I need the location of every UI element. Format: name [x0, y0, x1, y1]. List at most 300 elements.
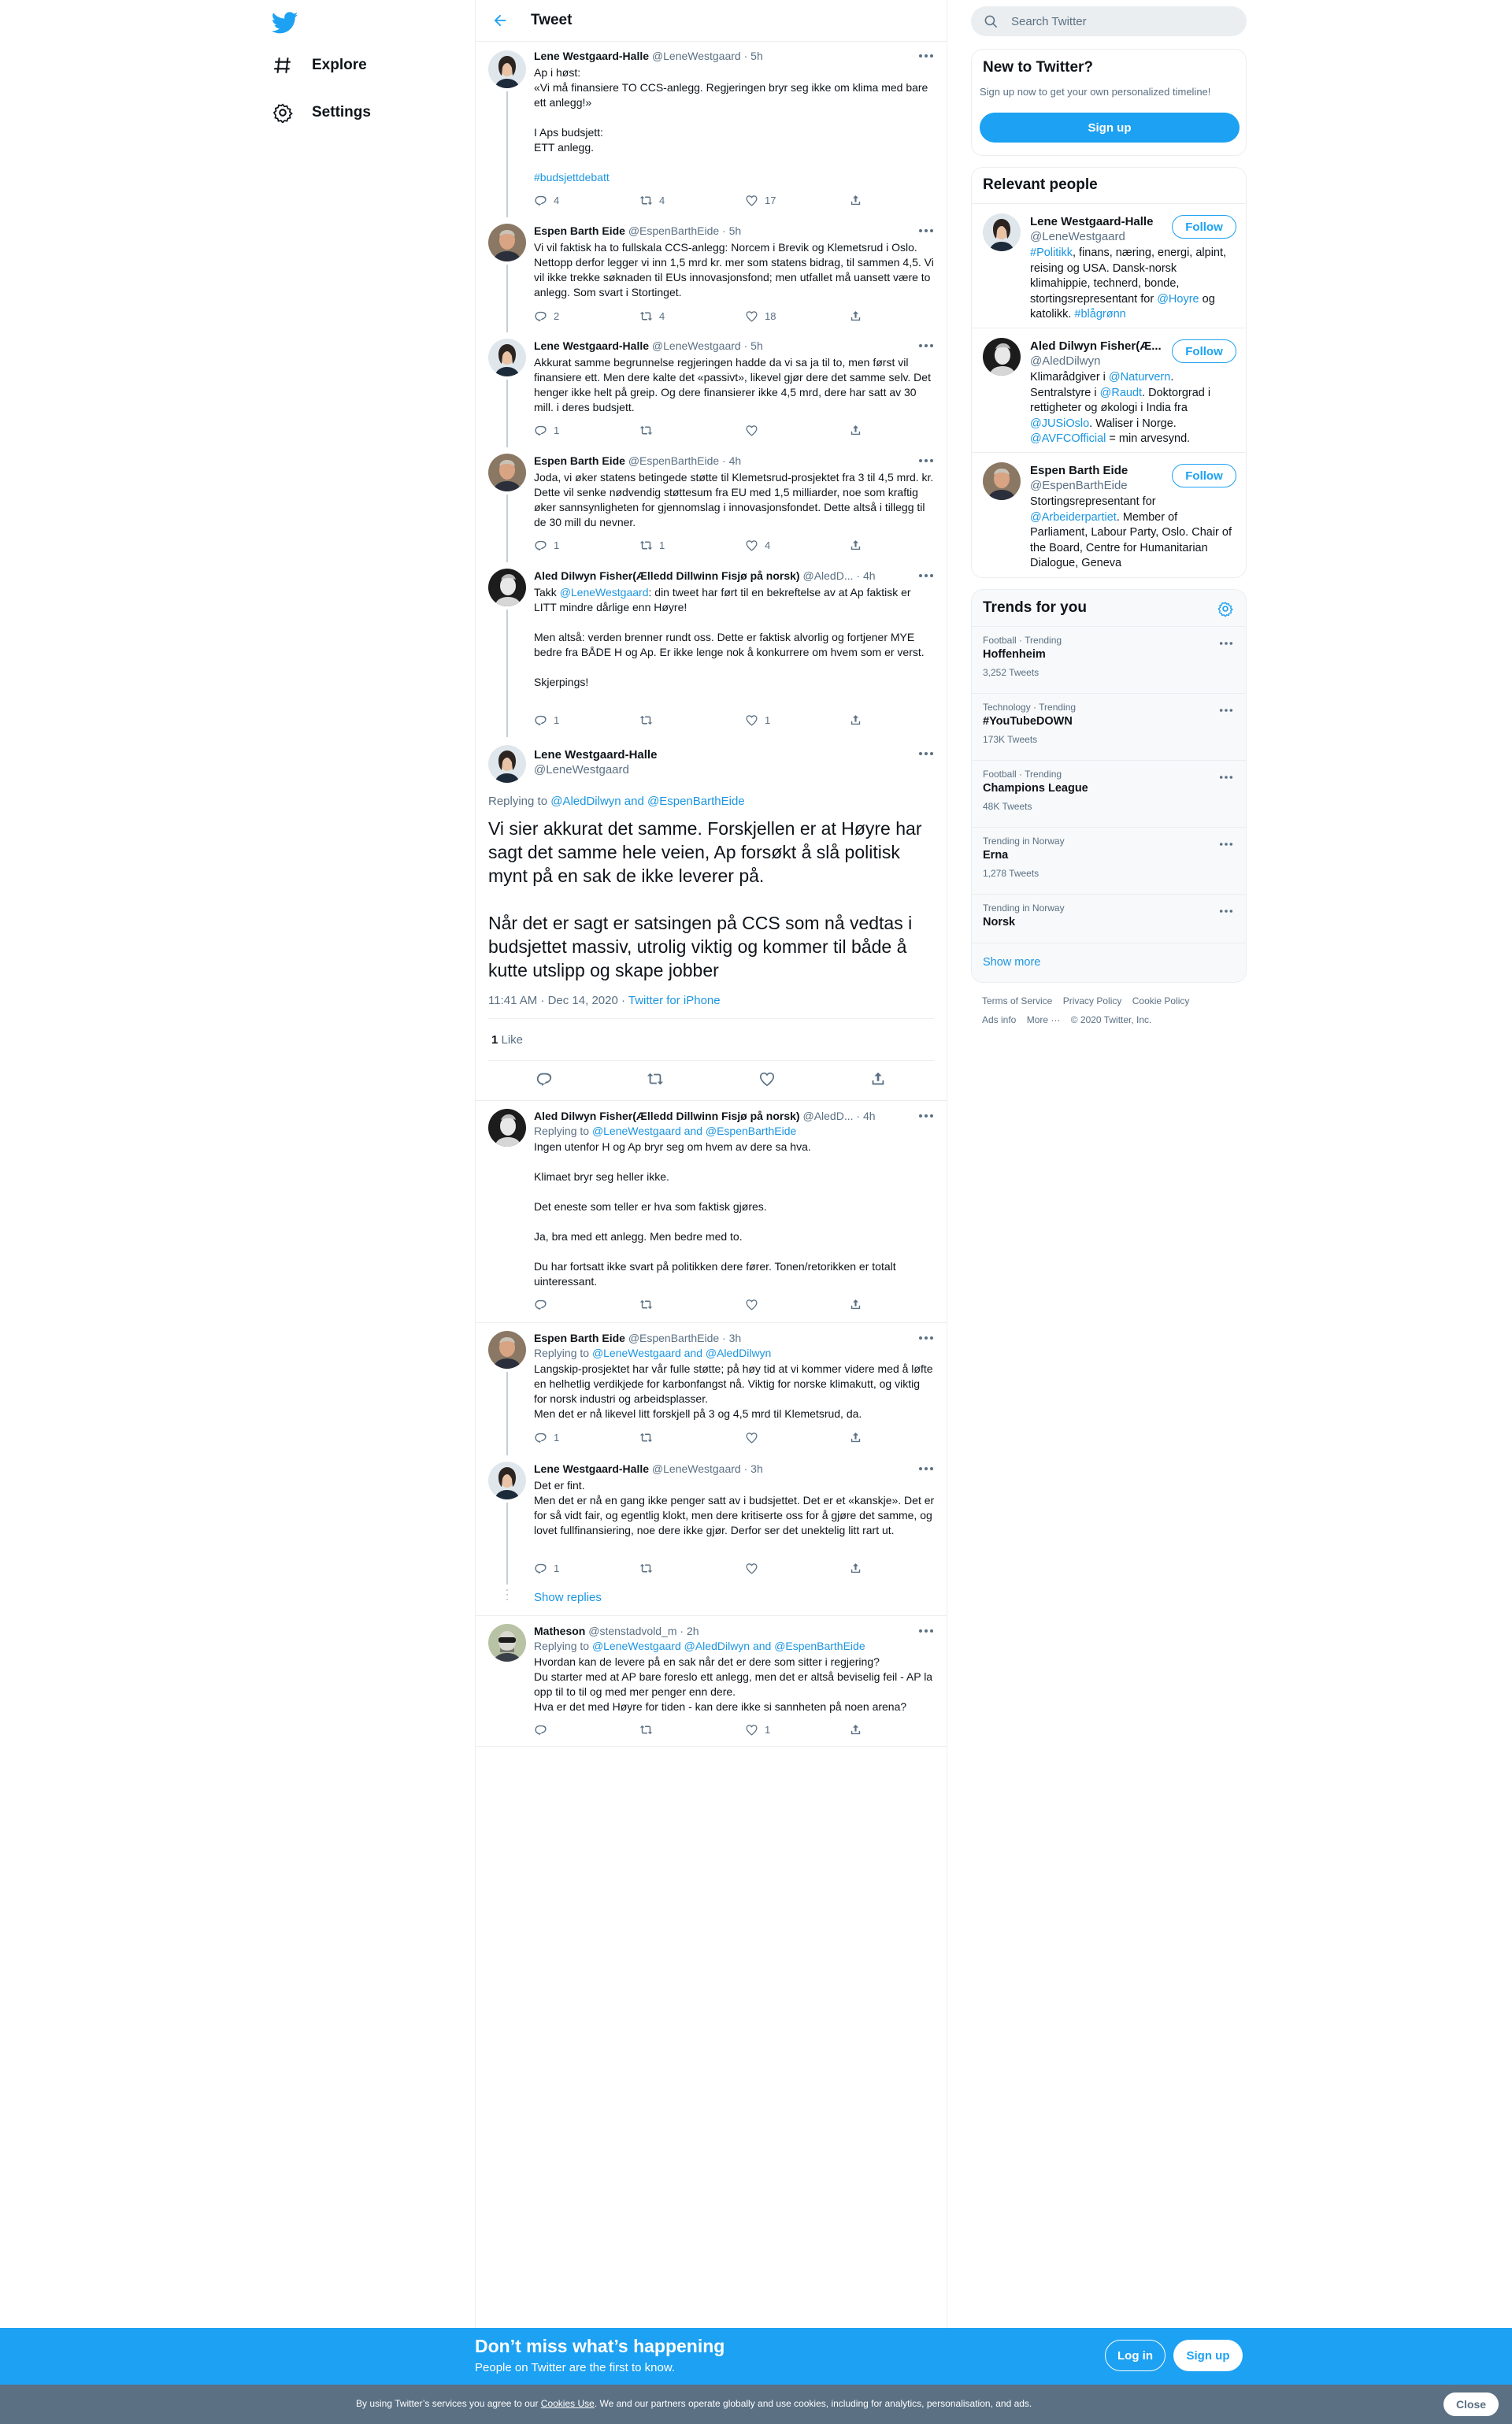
trend-count: 1,278 Tweets: [983, 868, 1040, 879]
thread-tweet[interactable]: [476, 561, 947, 737]
bio-text: . Sentralstyre i: [1030, 371, 1174, 399]
signup-banner: [0, 2328, 1512, 2385]
like-button[interactable]: [745, 1562, 765, 1575]
reply-button[interactable]: [534, 1723, 554, 1736]
share-button[interactable]: [849, 1431, 862, 1444]
author-handle: @stenstadvold_m: [588, 1625, 677, 1637]
heart-icon: [745, 1431, 758, 1444]
footer-link[interactable]: Privacy Policy: [1062, 995, 1122, 1006]
share-button[interactable]: [849, 539, 862, 552]
reply-button[interactable]: [534, 1298, 554, 1311]
replying-to: [488, 795, 745, 808]
nav-settings-label: Settings: [312, 104, 371, 120]
person-name[interactable]: Espen Barth Eide: [1030, 464, 1128, 477]
trend-item[interactable]: [972, 693, 1246, 760]
mention-link[interactable]: @JUSiOslo: [1030, 417, 1090, 430]
reply-icon: [534, 539, 547, 552]
tweet-text-part: Takk: [534, 586, 560, 599]
tweet-header: [534, 224, 934, 237]
trend-count: 48K Tweets: [983, 801, 1032, 812]
tweet-actions: [534, 1298, 880, 1312]
like-button[interactable]: [745, 713, 770, 727]
trend-category: Trending in Norway: [983, 903, 1065, 914]
cookie-text: [356, 2398, 1032, 2409]
reply-icon: [534, 1562, 547, 1575]
page-title: Tweet: [531, 12, 573, 28]
retweet-icon: [639, 1431, 653, 1444]
reply-count: 1: [554, 424, 560, 436]
bio-text: . Waliser i Norge.: [1089, 417, 1177, 430]
share-icon[interactable]: [869, 1070, 887, 1088]
show-replies-link[interactable]: Show replies: [534, 1591, 602, 1604]
like-button[interactable]: [745, 1723, 770, 1736]
cookie-close-button[interactable]: Close: [1443, 2392, 1499, 2416]
share-button[interactable]: [849, 1723, 862, 1736]
mention-link[interactable]: @LeneWestgaard: [559, 586, 649, 599]
reply-button[interactable]: [534, 1562, 559, 1575]
author-handle: @LeneWestgaard: [651, 50, 741, 62]
author-name[interactable]: Aled Dilwyn Fisher(Ælledd Dillwinn Fisjø på norsk): [534, 569, 800, 582]
tweet-text: [534, 65, 936, 185]
client-link[interactable]: Twitter for iPhone: [628, 994, 721, 1007]
reply-tweet[interactable]: [476, 1101, 947, 1323]
avatar[interactable]: [983, 338, 1021, 376]
retweet-button[interactable]: [639, 539, 665, 552]
thread-tweet[interactable]: [476, 43, 947, 216]
bio-text: . Doktorgrad i rettigheter og økologi i India fra: [1030, 386, 1211, 414]
share-icon: [849, 1431, 862, 1444]
twitter-bird-icon[interactable]: [272, 9, 298, 36]
tweet-actions: [534, 424, 880, 438]
trend-item[interactable]: [972, 827, 1246, 894]
avatar[interactable]: [488, 50, 526, 88]
banner-title: Don’t miss what’s happening: [475, 2336, 725, 2356]
tweet-text: Joda, vi øker statens betingede støtte til Klemetsrud-prosjektet fra 3 til 4,5 mrd. kr. Dette vil senke nødvendig støttesum fra EU med 1,5 milliarder, noe som kraftig øker sannsynligheten for gjennomslag i innovasjonsfondet. Dette altså i tillegg til de 30 mill du nevner.: [534, 471, 937, 528]
retweet-button[interactable]: [639, 1562, 659, 1575]
reply-button[interactable]: [534, 1431, 559, 1444]
reply-tweet[interactable]: [476, 1454, 947, 1616]
nav-explore-label: Explore: [312, 57, 367, 73]
like-count: 4: [765, 539, 771, 551]
reply-icon: [534, 713, 547, 727]
more-options-icon[interactable]: [918, 1466, 934, 1471]
retweet-button[interactable]: [639, 309, 665, 323]
reply-button[interactable]: [534, 713, 559, 727]
tweet-actions: [534, 309, 880, 324]
avatar[interactable]: [983, 213, 1021, 251]
show-more-link[interactable]: Show more: [983, 956, 1041, 969]
cookies-use-link[interactable]: Cookies Use: [540, 2398, 595, 2409]
tweet-time[interactable]: · 5h: [722, 224, 742, 237]
copyright: © 2020 Twitter, Inc.: [1070, 1014, 1152, 1025]
heart-icon: [745, 194, 758, 207]
replying-prefix: Replying to: [488, 795, 551, 808]
hashtag-icon: [272, 55, 293, 76]
tweet-time[interactable]: · 4h: [856, 569, 876, 582]
like-count: 1: [765, 714, 771, 726]
trend-category: Trending in Norway: [983, 836, 1065, 847]
author-handle: @AledD...: [802, 1110, 854, 1122]
reply-icon: [534, 194, 547, 207]
tweet-time[interactable]: · 3h: [722, 1332, 742, 1344]
author-name[interactable]: Aled Dilwyn Fisher(Ælledd Dillwinn Fisjø på norsk): [534, 1110, 800, 1122]
divider: [488, 1060, 934, 1061]
like-button[interactable]: [745, 194, 776, 207]
card-title: New to Twitter?: [983, 59, 1094, 76]
reply-button[interactable]: [534, 424, 559, 437]
retweet-icon: [639, 1562, 653, 1575]
replying-prefix: Replying to: [534, 1125, 592, 1137]
tweet-text: Akkurat samme begrunnelse regjeringen hadde da vi sa ja til to, men først vil finansiere ett. Men dere kalte det «passivt», likevel gjør dere det samme selv. Det henger ikke helt på greip. Og dere finansierer ikke 4,5 mrd, dere har satt av 30 mill. i deres budsjett.: [534, 356, 934, 413]
nav-settings[interactable]: [272, 102, 371, 123]
tweet-header: [534, 1625, 934, 1637]
like-button[interactable]: [745, 309, 776, 323]
reply-icon: [534, 309, 547, 323]
heart-icon: [745, 1723, 758, 1736]
tweet-header: [534, 339, 934, 352]
mention-link[interactable]: @Raudt: [1099, 386, 1143, 399]
hashtag-link[interactable]: #budsjettdebatt: [534, 171, 610, 183]
avatar[interactable]: [488, 745, 526, 783]
more-options-icon[interactable]: [1219, 775, 1233, 780]
reply-count: 2: [554, 310, 560, 322]
trend-name: Erna: [983, 849, 1009, 862]
retweet-count: 4: [659, 310, 665, 322]
tweet-text-body: Ap i høst: «Vi må finansiere TO CCS-anlegg. Regjeringen bryr seg ikke om klima med bare ett anlegg!» I Aps budsjett: ETT anlegg.: [534, 66, 928, 154]
timeline-column: [475, 0, 947, 2328]
reply-count: 1: [554, 714, 560, 726]
replying-prefix: Replying to: [534, 1640, 592, 1652]
retweet-count: 4: [659, 195, 665, 206]
banner-subtitle: People on Twitter are the first to know.: [475, 2361, 676, 2374]
gear-icon[interactable]: [1217, 601, 1233, 617]
share-icon: [849, 1298, 862, 1311]
author-name[interactable]: Matheson: [534, 1625, 586, 1637]
more-options-icon[interactable]: [1219, 909, 1233, 914]
tweet-header: [534, 454, 934, 467]
card-title: Trends for you: [983, 599, 1087, 616]
like-count: 17: [765, 195, 776, 206]
like-count: 1: [765, 1724, 771, 1736]
show-more-row[interactable]: [972, 943, 1246, 982]
retweet-button[interactable]: [639, 1723, 659, 1736]
hashtag-link[interactable]: #Politikk: [1030, 246, 1073, 259]
like-button[interactable]: [745, 424, 765, 437]
retweet-icon: [639, 194, 653, 207]
trend-item[interactable]: [972, 760, 1246, 827]
follow-button[interactable]: Follow: [1172, 464, 1236, 487]
tweet-text: Vi vil faktisk ha to fullskala CCS-anlegg: Norcem i Brevik og Klemetsrud i Oslo. Nettopp derfor legger vi inn 1,5 mrd kr. mer som statens bidrag, til sammen 4,5. Vi vil ikke trekke søknaden til EUs innovasjonsfond; men utfallet må uansett være to anlegg. Som svart i Stortinget.: [534, 241, 937, 298]
person-bio: [1030, 246, 1236, 323]
signup-note: Sign up now to get your own personalized timeline!: [980, 86, 1211, 98]
thread-tweet[interactable]: [476, 216, 947, 331]
cookie-text-part: By using Twitter’s services you agree to our: [356, 2398, 541, 2409]
reply-tweet[interactable]: [476, 1323, 947, 1454]
more-options-icon[interactable]: [918, 1114, 934, 1118]
heart-icon: [745, 539, 758, 552]
author-handle: @EspenBarthEide: [628, 224, 720, 237]
more-options-icon[interactable]: [918, 228, 934, 233]
follow-button[interactable]: Follow: [1172, 339, 1236, 363]
bio-text: , finans, næring, energi, alpint, reising og USA. Dansk-norsk klimahippie, technerd, bonde, stortingsrepresentant for: [1030, 246, 1227, 306]
share-button[interactable]: [849, 424, 862, 437]
likes-summary[interactable]: [491, 1033, 523, 1047]
reply-button[interactable]: [534, 539, 559, 552]
trend-category: Football · Trending: [983, 635, 1062, 646]
author-name[interactable]: Lene Westgaard-Halle: [534, 339, 650, 352]
footer-link[interactable]: Cookie Policy: [1132, 995, 1190, 1006]
more-options-icon[interactable]: [918, 1629, 934, 1633]
bio-text: Stortingsrepresentant for: [1030, 495, 1156, 508]
replying-to-link[interactable]: @LeneWestgaard @AledDilwyn and @EspenBarthEide: [591, 1640, 865, 1652]
more-options-icon[interactable]: [918, 458, 934, 463]
tweet-time[interactable]: · 3h: [743, 1462, 763, 1475]
tweet-time[interactable]: · 4h: [722, 454, 742, 467]
tweet-header: [534, 50, 934, 62]
tweet-text: Ingen utenfor H og Ap bryr seg om hvem av dere sa hva. Klimaet bryr seg heller ikke. Det eneste som teller er hva som faktisk gjøres. Ja, bra med ett anlegg. Men bedre med to. Du har fortsatt ikke svart på politikken dere fører. Tonen/retorikken er totalt uinteressant.: [534, 1140, 896, 1288]
author-name[interactable]: Espen Barth Eide: [534, 1332, 625, 1344]
person-item[interactable]: [972, 328, 1246, 452]
like-count: 18: [765, 310, 776, 322]
reply-button[interactable]: [534, 194, 559, 207]
replying-to: [534, 1640, 865, 1652]
footer-links-row2: [982, 1014, 1151, 1025]
tweet-text: Det er fint. Men det er nå en gang ikke penger satt av i budsjettet. Det er et «kanskje». Det er for så vidt fair, og egentlig klokt, men dere kritiserte oss for å gjøre det samme, og lovet fullfinansiering, noe dere ikke gjør. Derfor ser det unektelig litt rart ut.: [534, 1479, 935, 1536]
tweet-time[interactable]: · 2h: [680, 1625, 699, 1637]
tweet-header: [534, 1462, 934, 1475]
retweet-count: 1: [659, 539, 665, 551]
author-name[interactable]: Lene Westgaard-Halle: [534, 50, 650, 62]
like-button[interactable]: [745, 1431, 765, 1444]
person-item[interactable]: [972, 452, 1246, 576]
avatar[interactable]: [488, 224, 526, 261]
avatar[interactable]: [488, 339, 526, 376]
reply-count: 4: [554, 195, 560, 206]
share-button[interactable]: [849, 194, 862, 207]
bio-text: og katolikk.: [1030, 292, 1215, 321]
retweet-icon: [639, 1298, 653, 1311]
reply-icon[interactable]: [536, 1070, 553, 1088]
thread-connector: [506, 1372, 508, 1455]
trends-card: [971, 589, 1247, 983]
avatar[interactable]: [488, 1624, 526, 1662]
like-button[interactable]: [745, 1298, 765, 1311]
person-item[interactable]: [972, 203, 1246, 328]
heart-icon: [745, 424, 758, 437]
more-options-icon[interactable]: [918, 54, 934, 58]
retweet-icon[interactable]: [647, 1070, 664, 1088]
thread-connector: [506, 610, 508, 737]
avatar[interactable]: [488, 1109, 526, 1147]
author-name[interactable]: Lene Westgaard-Halle: [534, 1462, 650, 1475]
thread-connector: [506, 265, 508, 332]
reply-icon: [534, 1431, 547, 1444]
focused-tweet: [476, 737, 947, 1101]
heart-icon[interactable]: [758, 1070, 776, 1088]
tweet-actions: [534, 1723, 880, 1737]
tweet-time[interactable]: · 5h: [743, 339, 763, 352]
bio-text: . Member of Parliament, Labour Party, Oslo. Chair of the Board, Centre for Humanitarian Dialogue, Geneva: [1030, 510, 1232, 569]
gear-icon: [272, 102, 293, 123]
nav-explore[interactable]: [272, 55, 367, 76]
tweet-header: [534, 1110, 904, 1122]
divider: [488, 1018, 934, 1019]
tweet-timestamp: [488, 994, 721, 1007]
retweet-button[interactable]: [639, 194, 665, 207]
person-bio: [1030, 370, 1236, 447]
likes-label: Like: [498, 1033, 524, 1047]
retweet-button[interactable]: [639, 1298, 659, 1311]
share-icon: [849, 1723, 862, 1736]
author-handle: @LeneWestgaard: [651, 339, 741, 352]
tweet-text: Hvordan kan de levere på en sak når det er dere som sitter i regjering? Du starter med at AP bare foreslo ett anlegg, men det er altså beviselig feil - AP la opp til to til og med mer penger enn dere. Hva er det med Høyre for tiden - kan dere ikke si sannheten på noen arena?: [534, 1655, 933, 1713]
thread-tweet[interactable]: [476, 446, 947, 561]
tweet-actions: [534, 713, 880, 728]
replying-to-link[interactable]: @LeneWestgaard and @AledDilwyn: [591, 1347, 772, 1359]
avatar[interactable]: [488, 1462, 526, 1499]
person-name[interactable]: Lene Westgaard-Halle: [1030, 215, 1154, 228]
search-box[interactable]: [971, 6, 1247, 36]
heart-icon: [745, 309, 758, 323]
trend-item[interactable]: [972, 626, 1246, 693]
more-options-icon[interactable]: [1219, 708, 1233, 713]
more-options-icon[interactable]: [1219, 641, 1233, 646]
more-options-icon[interactable]: [918, 1336, 934, 1340]
tweet-actions: [534, 539, 880, 553]
tweet-actions: [488, 1070, 934, 1089]
reply-count: 1: [554, 1432, 560, 1444]
mention-link[interactable]: @Hoyre: [1157, 292, 1199, 306]
mention-link[interactable]: @Arbeiderpartiet: [1030, 510, 1117, 524]
signup-button[interactable]: Sign up: [1173, 2340, 1243, 2371]
tweet-header: [534, 569, 904, 582]
avatar[interactable]: [488, 454, 526, 491]
share-icon: [849, 1562, 862, 1575]
author-handle: @LeneWestgaard: [534, 763, 629, 776]
footer-link[interactable]: More ···: [1026, 1014, 1061, 1025]
mention-link[interactable]: @AVFCOfficial: [1030, 432, 1106, 445]
share-icon: [849, 309, 862, 323]
retweet-icon: [639, 539, 653, 552]
thread-connector: [506, 380, 508, 447]
trend-category: Football · Trending: [983, 769, 1062, 780]
back-arrow-icon[interactable]: [491, 12, 509, 29]
retweet-button[interactable]: [639, 424, 659, 437]
footer-links-row1: [982, 995, 1189, 1006]
footer-link[interactable]: Terms of Service: [982, 995, 1053, 1006]
thread-connector: [506, 495, 508, 562]
reply-count: 1: [554, 1562, 560, 1574]
reply-button[interactable]: [534, 309, 559, 323]
follow-button[interactable]: Follow: [1172, 215, 1236, 239]
retweet-icon: [639, 1723, 653, 1736]
timestamp-text[interactable]: 11:41 AM · Dec 14, 2020 ·: [488, 994, 628, 1007]
author-handle: @LeneWestgaard: [651, 1462, 741, 1475]
person-handle: @LeneWestgaard: [1030, 230, 1125, 243]
person-handle: @AledDilwyn: [1030, 354, 1101, 368]
sidebar-signup-button[interactable]: Sign up: [980, 113, 1240, 143]
retweet-button[interactable]: [639, 1431, 659, 1444]
author-name[interactable]: Lene Westgaard-Halle: [534, 748, 658, 762]
author-name[interactable]: Espen Barth Eide: [534, 454, 625, 467]
share-button[interactable]: [849, 1298, 862, 1311]
person-bio: [1030, 495, 1236, 572]
replying-to: [534, 1125, 796, 1137]
tweet-text-part: : din tweet har ført til en bekreftelse av at Ap faktisk er LITT mindre dårlige enn Høyre! Men altså: verden brenner rundt oss. Dette er faktisk alvorlig og fortjener MYE bedre fra BÅDE H og Ap. Er ikke lenge nok å konkurrere om hvem som er verst. Skjerpings!: [534, 586, 925, 688]
tweet-actions: [534, 1431, 880, 1445]
footer-link[interactable]: Ads info: [982, 1014, 1017, 1025]
login-button[interactable]: Log in: [1105, 2340, 1166, 2371]
tweet-text: Vi sier akkurat det samme. Forskjellen er at Høyre har sagt det samme hele veien, Ap forsøkt å slå politisk mynt på en sak de ikke leverer på. Når det er sagt er satsingen på CCS som nå vedtas i budsjettet massiv, utrolig viktig og kommer til både å kutte utslipp og skape jobber: [488, 818, 922, 980]
mention-link[interactable]: @Naturvern: [1108, 371, 1171, 384]
reply-count: 1: [554, 539, 560, 551]
like-button[interactable]: [745, 539, 770, 552]
replying-to-link[interactable]: @LeneWestgaard and @EspenBarthEide: [591, 1125, 797, 1137]
search-input[interactable]: Search Twitter: [1011, 14, 1087, 28]
replying-to-link[interactable]: @AledDilwyn and @EspenBarthEide: [550, 795, 745, 808]
share-icon: [849, 539, 862, 552]
more-options-icon[interactable]: [918, 343, 934, 348]
cookie-bar: [0, 2385, 1512, 2424]
retweet-icon: [639, 713, 653, 727]
trend-name: Champions League: [983, 782, 1088, 795]
card-title: Relevant people: [983, 176, 1098, 193]
tweet-actions: [534, 1562, 880, 1576]
share-button[interactable]: [849, 309, 862, 323]
heart-icon: [745, 713, 758, 727]
avatar[interactable]: [983, 462, 1021, 500]
trend-category: Technology · Trending: [983, 702, 1077, 713]
tweet-text: Langskip-prosjektet har vår fulle støtte; på høy tid at vi kommer videre med å løfte en helhetlig verdikjede for karbonfangst nå. Viktig for norske klimakutt, og viktig for norsk industri og arbeidsplasser. Men det er nå likevel litt forskjell på 3 og 4,5 mrd til Klemetsrud, da.: [534, 1362, 933, 1420]
avatar[interactable]: [488, 1331, 526, 1369]
author-name[interactable]: Espen Barth Eide: [534, 224, 625, 237]
likes-count: 1: [491, 1033, 498, 1047]
tweet-time[interactable]: · 5h: [743, 50, 763, 62]
reply-tweet[interactable]: [476, 1616, 947, 1747]
share-button[interactable]: [849, 713, 862, 727]
replying-to: [534, 1347, 771, 1359]
more-options-icon[interactable]: [1219, 842, 1233, 847]
bio-text: Klimarådgiver i: [1030, 371, 1109, 384]
share-button[interactable]: [849, 1562, 862, 1575]
reply-icon: [534, 424, 547, 437]
heart-icon: [745, 1562, 758, 1575]
retweet-button[interactable]: [639, 713, 659, 727]
retweet-icon: [639, 424, 653, 437]
page-header: [476, 0, 947, 42]
tweet-time[interactable]: · 4h: [856, 1110, 876, 1122]
avatar[interactable]: [488, 569, 526, 606]
hashtag-link[interactable]: #blågrønn: [1074, 308, 1126, 321]
thread-tweet[interactable]: [476, 331, 947, 446]
more-options-icon[interactable]: [918, 573, 934, 578]
person-name[interactable]: Aled Dilwyn Fisher(Æ...: [1030, 339, 1162, 353]
replying-prefix: Replying to: [534, 1347, 592, 1359]
share-icon: [849, 194, 862, 207]
trend-item[interactable]: [972, 894, 1246, 943]
trend-name: Norsk: [983, 916, 1016, 928]
more-options-icon[interactable]: [918, 751, 934, 756]
share-icon: [849, 713, 862, 727]
search-icon: [984, 14, 999, 29]
trend-count: 3,252 Tweets: [983, 667, 1040, 678]
trend-name: #YouTubeDOWN: [983, 715, 1073, 728]
reply-icon: [534, 1723, 547, 1736]
tweet-actions: [534, 194, 880, 208]
trend-name: Hoffenheim: [983, 648, 1046, 661]
tweet-text: [534, 585, 936, 690]
tweet-header: [534, 1332, 934, 1344]
